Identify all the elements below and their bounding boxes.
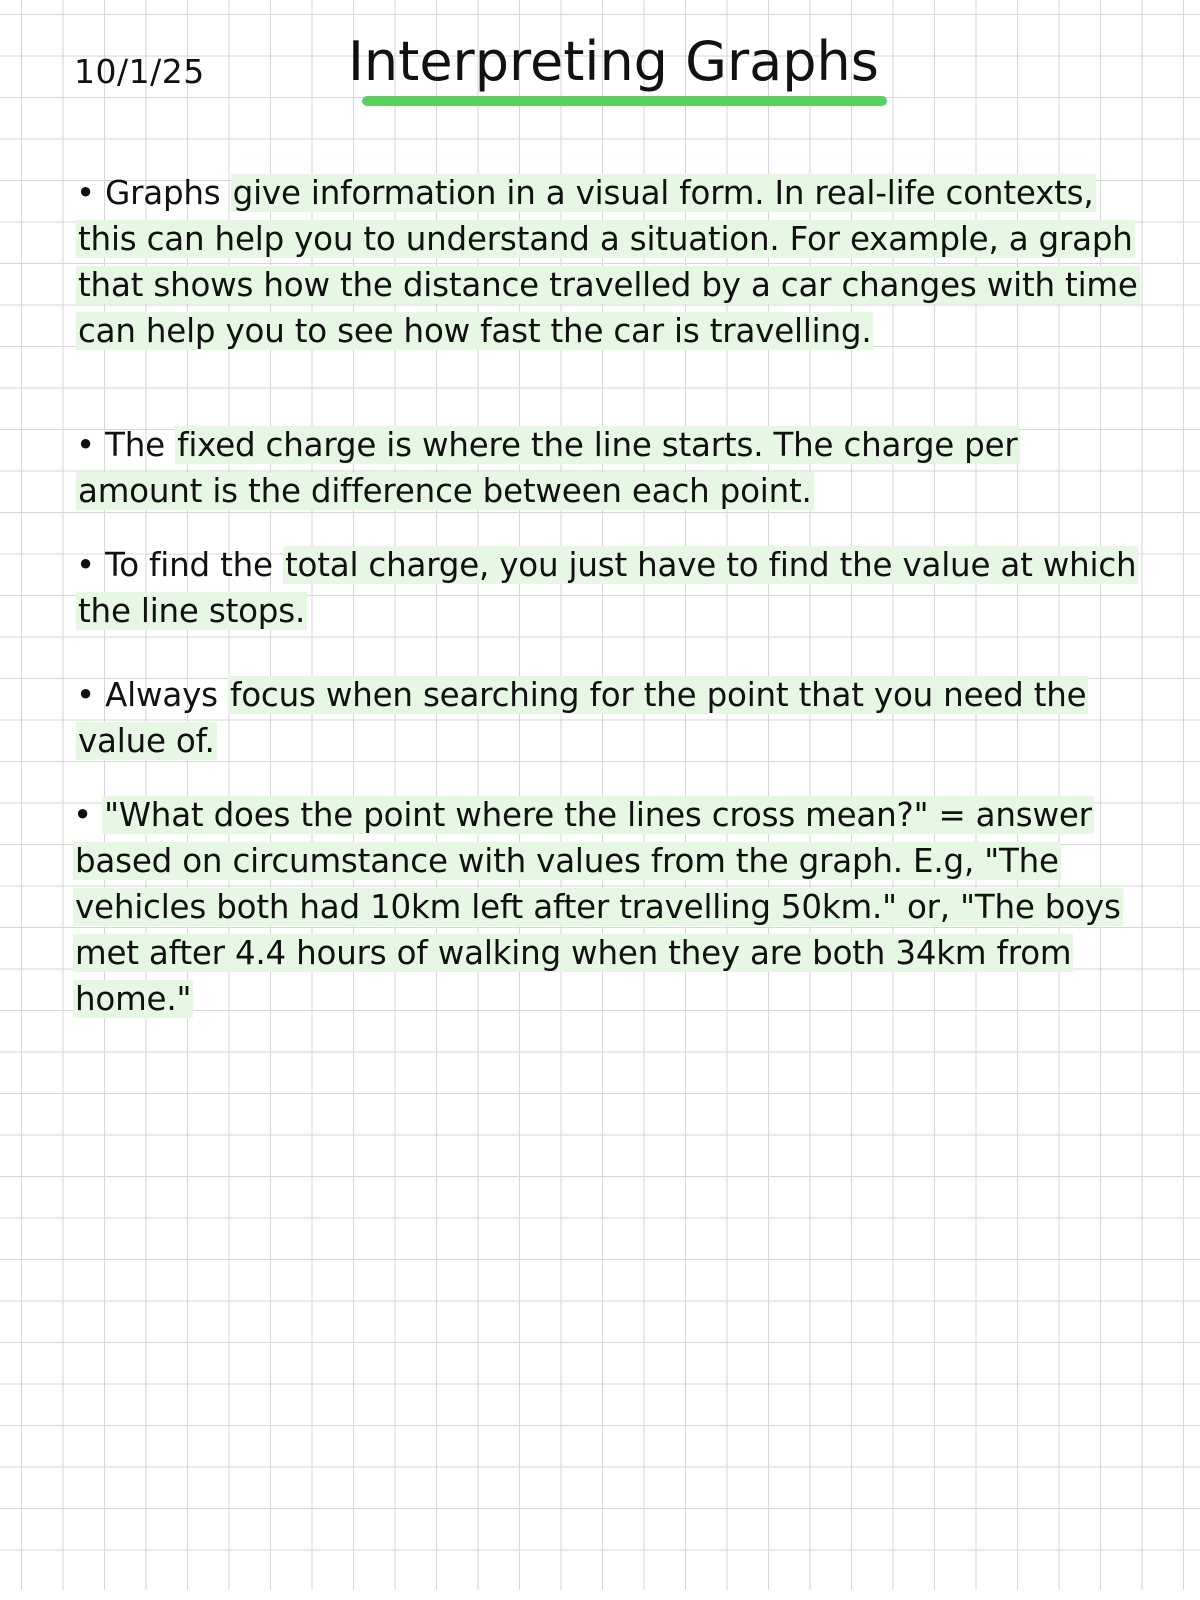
title-underline: [362, 96, 887, 106]
note-item-fixed-charge: [76, 422, 1146, 514]
note-text: The: [94, 426, 176, 464]
note-item-focus: [76, 672, 1156, 764]
bullet-point: •: [76, 676, 95, 714]
highlighted-text: focus when searching for the point that you need the value of.: [78, 676, 1087, 760]
bullet-point: •: [76, 426, 95, 464]
note-text: To find the: [94, 546, 283, 584]
highlighted-text: give information in a visual form. In real-life contexts, this can help you to understand a situation. For example, a graph that shows how the distance travelled by a car changes with time can help you to see how fast the car is travelling.: [78, 174, 1138, 350]
highlighted-text: "What does the point where the lines cross mean?" = answer based on circumstance with values from the graph. E.g, "The vehicles both had 10km left after travelling 50km." or, "The boys met after 4.4 hours of walking when they are both 34km from home.": [75, 796, 1121, 1018]
note-item-graphs-visual: [76, 170, 1146, 354]
note-item-lines-cross: [73, 792, 1163, 1022]
page-title: Interpreting Graphs: [348, 30, 879, 93]
bullet-point: •: [76, 546, 95, 584]
note-text: Always: [94, 676, 228, 714]
highlighted-text: total charge, you just have to find the value at which the line stops.: [78, 546, 1137, 630]
highlighted-text: fixed charge is where the line starts. The charge per amount is the difference between each point.: [78, 426, 1018, 510]
note-text: Graphs: [94, 174, 231, 212]
note-date: 10/1/25: [74, 52, 205, 91]
bullet-point: •: [76, 174, 95, 212]
note-text: [92, 796, 102, 834]
bullet-point: •: [73, 796, 92, 834]
note-item-total-charge: [76, 542, 1146, 634]
